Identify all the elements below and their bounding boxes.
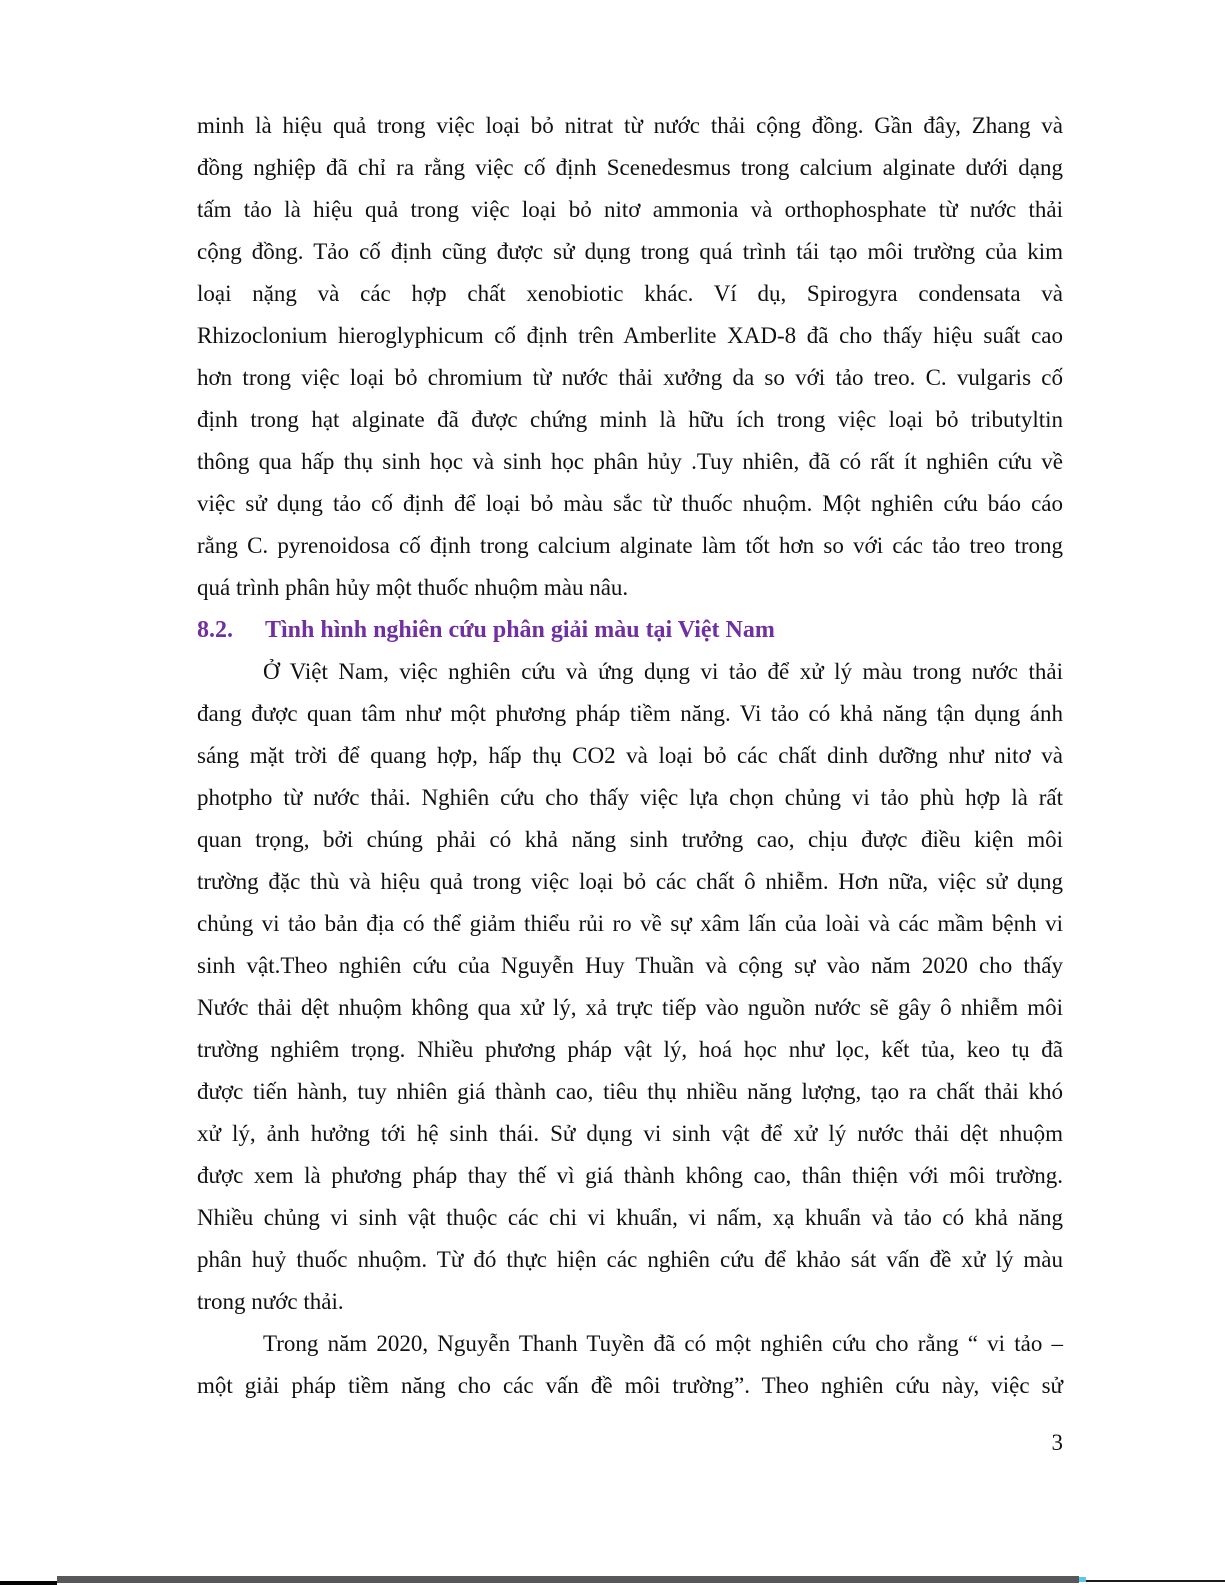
bottom-bar-left-black [0, 1581, 57, 1585]
text-line: trường nghiêm trọng. Nhiều phương pháp vật lý, hoá học như lọc, kết tủa, keo tụ đã [197, 1037, 1063, 1062]
text-line: Nhiều chủng vi sinh vật thuộc các chi vi khuẩn, vi nấm, xạ khuẩn và tảo có khả năng [197, 1205, 1063, 1230]
bottom-bar-cyan-accent [1079, 1577, 1086, 1582]
bottom-bar-gray [57, 1576, 1079, 1583]
text-line: Rhizoclonium hieroglyphicum cố định trên Amberlite XAD-8 đã cho thấy hiệu suất cao [197, 323, 1063, 348]
text-line: Nước thải dệt nhuộm không qua xử lý, xả trực tiếp vào nguồn nước sẽ gây ô nhiễm môi [197, 995, 1063, 1020]
bottom-bar-right-line [1086, 1580, 1225, 1582]
text-line: trường đặc thù và hiệu quả trong việc loại bỏ các chất ô nhiễm. Hơn nữa, việc sử dụng [197, 869, 1063, 894]
text-line: xử lý, ảnh hưởng tới hệ sinh thái. Sử dụng vi sinh vật để xử lý nước thải dệt nhuộm [197, 1121, 1063, 1146]
section-number: 8.2. [197, 617, 233, 643]
text-line: Trong năm 2020, Nguyễn Thanh Tuyền đã có một nghiên cứu cho rằng “ vi tảo – [263, 1331, 1063, 1356]
text-line: một giải pháp tiềm năng cho các vấn đề môi trường”. Theo nghiên cứu này, việc sử [197, 1373, 1063, 1398]
section-title: Tình hình nghiên cứu phân giải màu tại Việt Nam [265, 617, 775, 643]
text-line: được tiến hành, tuy nhiên giá thành cao, tiêu thụ nhiều năng lượng, tạo ra chất thải khó [197, 1079, 1063, 1104]
text-line: được xem là phương pháp thay thế vì giá thành không cao, thân thiện với môi trường. [197, 1163, 1063, 1188]
text-line: sinh vật.Theo nghiên cứu của Nguyễn Huy Thuần và cộng sự vào năm 2020 cho thấy [197, 953, 1063, 978]
text-line: Ở Việt Nam, việc nghiên cứu và ứng dụng vi tảo để xử lý màu trong nước thải [263, 659, 1063, 684]
text-line: cộng đồng. Tảo cố định cũng được sử dụng trong quá trình tái tạo môi trường của kim [197, 239, 1063, 264]
section-heading [197, 609, 1063, 651]
text-line: quan trọng, bởi chúng phải có khả năng sinh trưởng cao, chịu được điều kiện môi [197, 827, 1063, 852]
text-line: phân huỷ thuốc nhuộm. Từ đó thực hiện các nghiên cứu để khảo sát vấn đề xử lý màu [197, 1247, 1063, 1272]
text-line: định trong hạt alginate đã được chứng minh là hữu ích trong việc loại bỏ tributyltin [197, 407, 1063, 432]
text-line: trong nước thải. [197, 1289, 344, 1314]
text-line: minh là hiệu quả trong việc loại bỏ nitrat từ nước thải cộng đồng. Gần đây, Zhang và [197, 113, 1063, 138]
text-column [197, 105, 1063, 1407]
text-line: sáng mặt trời để quang hợp, hấp thụ CO2 và loại bỏ các chất dinh dưỡng như nitơ và [197, 743, 1063, 768]
text-line: đồng nghiệp đã chỉ ra rằng việc cố định Scenedesmus trong calcium alginate dưới dạng [197, 155, 1063, 180]
page-number: 3 [1051, 1430, 1063, 1455]
text-line: đang được quan tâm như một phương pháp tiềm năng. Vi tảo có khả năng tận dụng ánh [197, 701, 1063, 726]
text-line: thông qua hấp thụ sinh học và sinh học phân hủy .Tuy nhiên, đã có rất ít nghiên cứu về [197, 449, 1063, 474]
text-line: photpho từ nước thải. Nghiên cứu cho thấy việc lựa chọn chủng vi tảo phù hợp là rất [197, 785, 1063, 810]
text-line: loại nặng và các hợp chất xenobiotic khác. Ví dụ, Spirogyra condensata và [197, 281, 1063, 306]
text-line: tấm tảo là hiệu quả trong việc loại bỏ nitơ ammonia và orthophosphate từ nước thải [197, 197, 1063, 222]
text-line: hơn trong việc loại bỏ chromium từ nước thải xưởng da so với tảo treo. C. vulgaris cố [197, 365, 1063, 390]
text-line: quá trình phân hủy một thuốc nhuộm màu nâu. [197, 575, 629, 600]
text-line: chủng vi tảo bản địa có thể giảm thiểu rủi ro về sự xâm lấn của loài và các mầm bệnh vi [197, 911, 1063, 936]
text-line: việc sử dụng tảo cố định để loại bỏ màu sắc từ thuốc nhuộm. Một nghiên cứu báo cáo [197, 491, 1063, 516]
text-line: rằng C. pyrenoidosa cố định trong calcium alginate làm tốt hơn so với các tảo treo trong [197, 533, 1063, 558]
